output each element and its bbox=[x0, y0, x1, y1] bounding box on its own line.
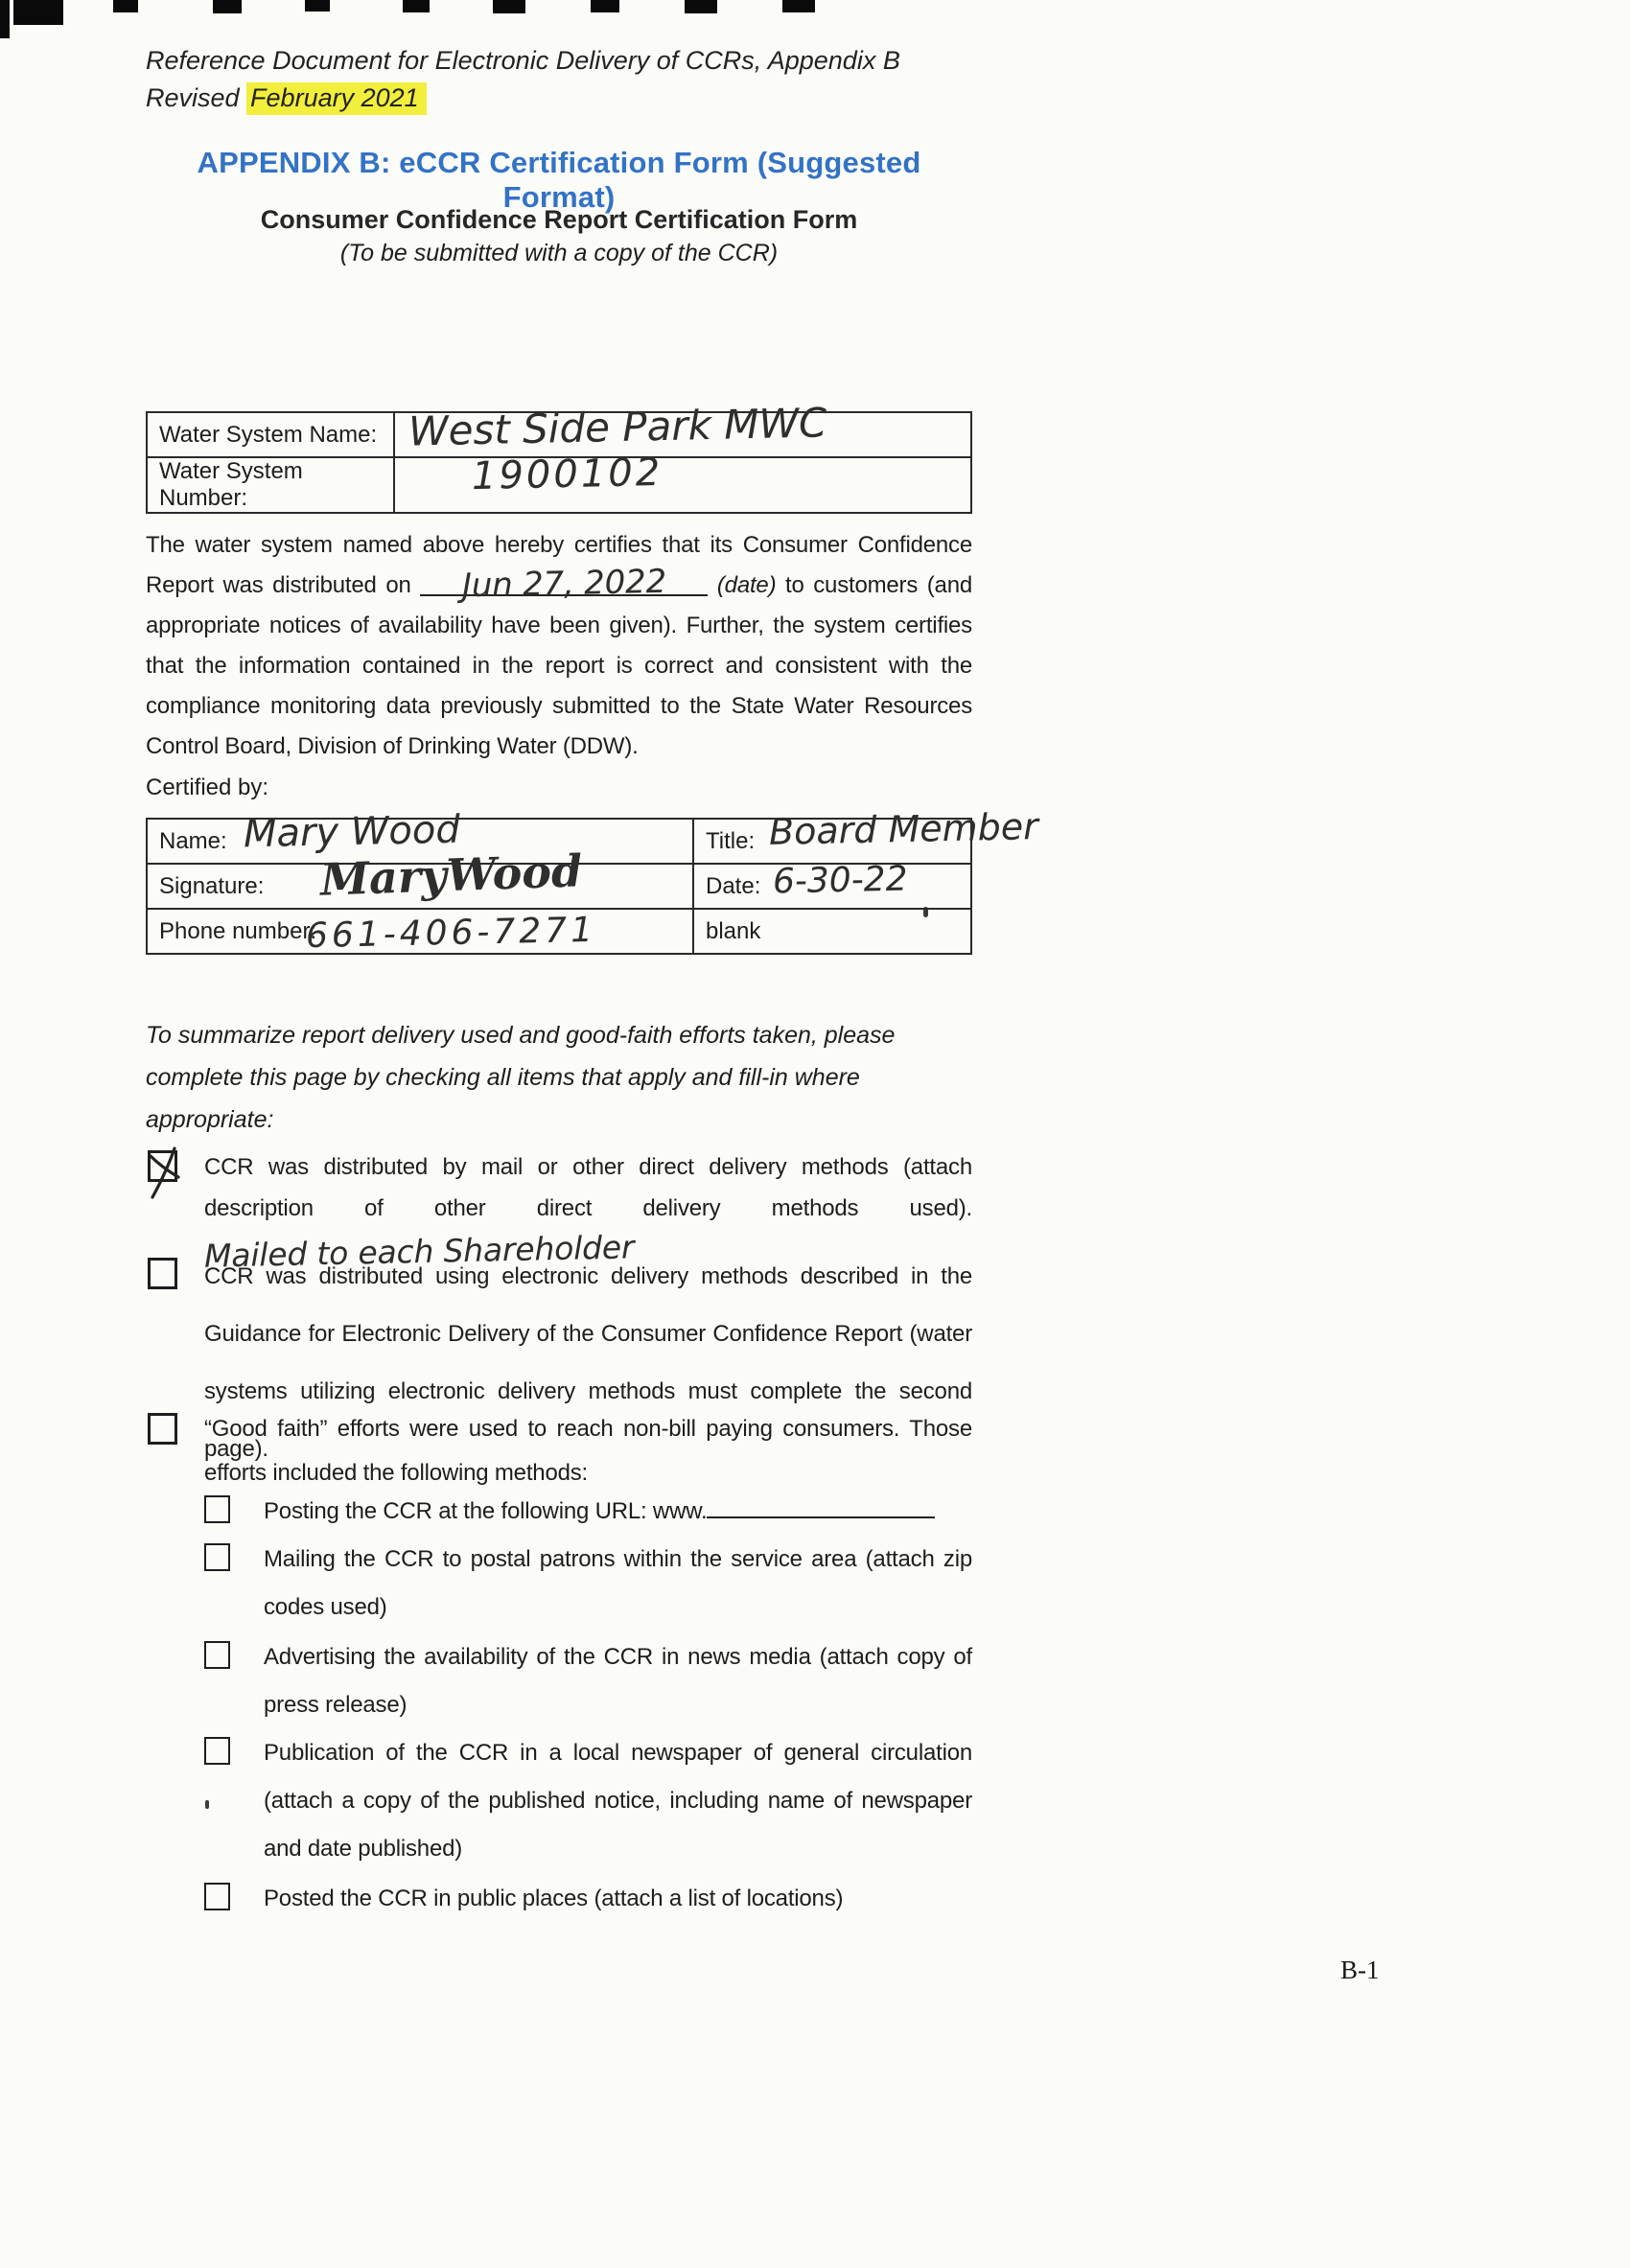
sub-item-text: Advertising the availability of the CCR in news media (attach copy of press release) bbox=[264, 1644, 972, 1718]
sub-item-public-places bbox=[204, 1875, 972, 1923]
date-field[interactable] bbox=[693, 859, 971, 909]
title-label: Title: bbox=[706, 827, 756, 854]
water-system-number-row bbox=[147, 457, 971, 513]
summary-instruction: To summarize report delivery used and good-faith efforts taken, please complete this page by checking all items that apply and fill-in where appropriate: bbox=[146, 1022, 896, 1133]
scan-artifact bbox=[591, 0, 619, 12]
title-field[interactable] bbox=[693, 805, 1039, 864]
water-system-table bbox=[146, 399, 972, 514]
checkbox-public-places[interactable] bbox=[204, 1883, 230, 1910]
certified-by-table bbox=[146, 805, 1039, 957]
certification-text-before: The water system named above hereby certifies that its Consumer Confidence Report was distributed on bbox=[146, 532, 972, 598]
checkbox-mail-delivery[interactable] bbox=[148, 1150, 177, 1182]
handwritten-water-system-name: West Side Park MWC bbox=[408, 399, 827, 455]
water-system-name-label: Water System Name: bbox=[147, 412, 394, 457]
certification-text-after: to customers (and appropriate notices of availability have been given). Further, the system certifies that the information contained in the report is correct and consistent with the compliance monitoring data previously submitted to the State Water Resources Control Board, Division of Drinking Water (DDW). bbox=[146, 572, 972, 759]
header-line2 bbox=[146, 80, 900, 117]
phone-field[interactable] bbox=[147, 909, 693, 957]
signature-field[interactable] bbox=[147, 845, 693, 909]
scan-artifact bbox=[403, 0, 430, 12]
scan-artifact bbox=[493, 0, 525, 13]
form-title: Consumer Confidence Report Certification Form bbox=[260, 205, 858, 234]
water-system-number-field[interactable] bbox=[394, 450, 971, 513]
revised-label: Revised bbox=[146, 83, 247, 112]
scan-artifact bbox=[13, 0, 63, 25]
sub-item-newspaper-publication bbox=[204, 1729, 972, 1873]
checkbox-news-media[interactable] bbox=[204, 1641, 230, 1669]
certification-paragraph bbox=[146, 525, 972, 767]
sub-item-postal-mailing bbox=[204, 1536, 972, 1632]
handwritten-signature: MaryWood bbox=[319, 845, 583, 906]
checklist-item-text: CCR was distributed using electronic delivery methods described in the Guidance for Electronic Delivery of the Consumer Confidence Report (water systems utilizing electronic delivery methods must complete the second page). bbox=[204, 1263, 972, 1462]
sub-item-text: Publication of the CCR in a local newspaper of general circulation (attach a copy of the published notice, including name of newspaper and date published) bbox=[264, 1740, 972, 1862]
url-blank-line[interactable] bbox=[707, 1492, 935, 1518]
checkbox-x-mark bbox=[145, 1146, 185, 1201]
name-label: Name: bbox=[159, 827, 227, 854]
signature-date-row bbox=[147, 864, 971, 909]
scan-artifact bbox=[305, 0, 330, 12]
handwritten-name: Mary Wood bbox=[243, 807, 461, 857]
url-posting-text: Posting the CCR at the following URL: www. bbox=[264, 1498, 708, 1524]
header-line1: Reference Document for Electronic Delivery of CCRs, Appendix B bbox=[146, 46, 900, 75]
certified-by-label: Certified by: bbox=[146, 775, 269, 800]
revision-date-highlight: February 2021 bbox=[246, 82, 427, 115]
handwritten-delivery-note: Mailed to each Shareholder bbox=[203, 1228, 635, 1275]
scan-artifact bbox=[782, 0, 815, 12]
sub-item-url-posting bbox=[204, 1488, 972, 1536]
scan-artifact bbox=[113, 0, 138, 12]
checkbox-postal-mailing[interactable] bbox=[204, 1543, 230, 1571]
phone-blank-row bbox=[147, 909, 971, 954]
water-system-name-row bbox=[147, 412, 971, 457]
handwritten-water-system-number: 1900102 bbox=[471, 450, 664, 499]
checkbox-good-faith[interactable] bbox=[148, 1413, 177, 1445]
scan-artifact bbox=[0, 0, 10, 38]
appendix-title: APPENDIX B: eCCR Certification Form (Suggested Format) bbox=[197, 146, 921, 214]
date-label: Date: bbox=[706, 872, 761, 899]
form-subtitle: (To be submitted with a copy of the CCR) bbox=[339, 240, 779, 266]
checkbox-url-posting[interactable] bbox=[204, 1495, 230, 1523]
handwritten-title: Board Member bbox=[768, 805, 1039, 853]
handwritten-date: 6-30-22 bbox=[772, 859, 908, 902]
checklist-item-good-faith bbox=[146, 1407, 972, 1495]
water-system-name-field[interactable] bbox=[394, 399, 971, 457]
mail-delivery-text: CCR was distributed by mail or other direct delivery methods (attach description of other direct delivery methods used). bbox=[204, 1154, 972, 1221]
handwritten-phone: 661-406-7271 bbox=[305, 910, 597, 957]
scan-artifact bbox=[213, 0, 242, 13]
scan-artifact bbox=[685, 0, 717, 13]
checkbox-electronic-delivery[interactable] bbox=[148, 1258, 177, 1289]
page-number: B-1 bbox=[1340, 1956, 1380, 1984]
distribution-date-field[interactable] bbox=[420, 562, 708, 606]
sub-item-text: Mailing the CCR to postal patrons within the service area (attach zip codes used) bbox=[264, 1546, 972, 1620]
signature-label: Signature: bbox=[159, 872, 265, 899]
sub-item-text bbox=[264, 1488, 972, 1536]
blank-cell: blank bbox=[693, 909, 971, 954]
date-field-label: (date) bbox=[716, 572, 777, 598]
handwritten-distribution-date: Jun 27, 2022 bbox=[461, 562, 667, 606]
water-system-number-label: Water System Number: bbox=[147, 457, 394, 513]
sub-item-text: Posted the CCR in public places (attach a list of locations) bbox=[264, 1886, 844, 1911]
checkbox-newspaper-publication[interactable] bbox=[204, 1737, 230, 1765]
doc-reference-header bbox=[146, 42, 900, 117]
checklist-item-text: “Good faith” efforts were used to reach non-bill paying consumers. Those efforts included the following methods: bbox=[204, 1416, 972, 1486]
sub-item-news-media bbox=[204, 1633, 972, 1729]
phone-label: Phone number: bbox=[159, 917, 317, 944]
